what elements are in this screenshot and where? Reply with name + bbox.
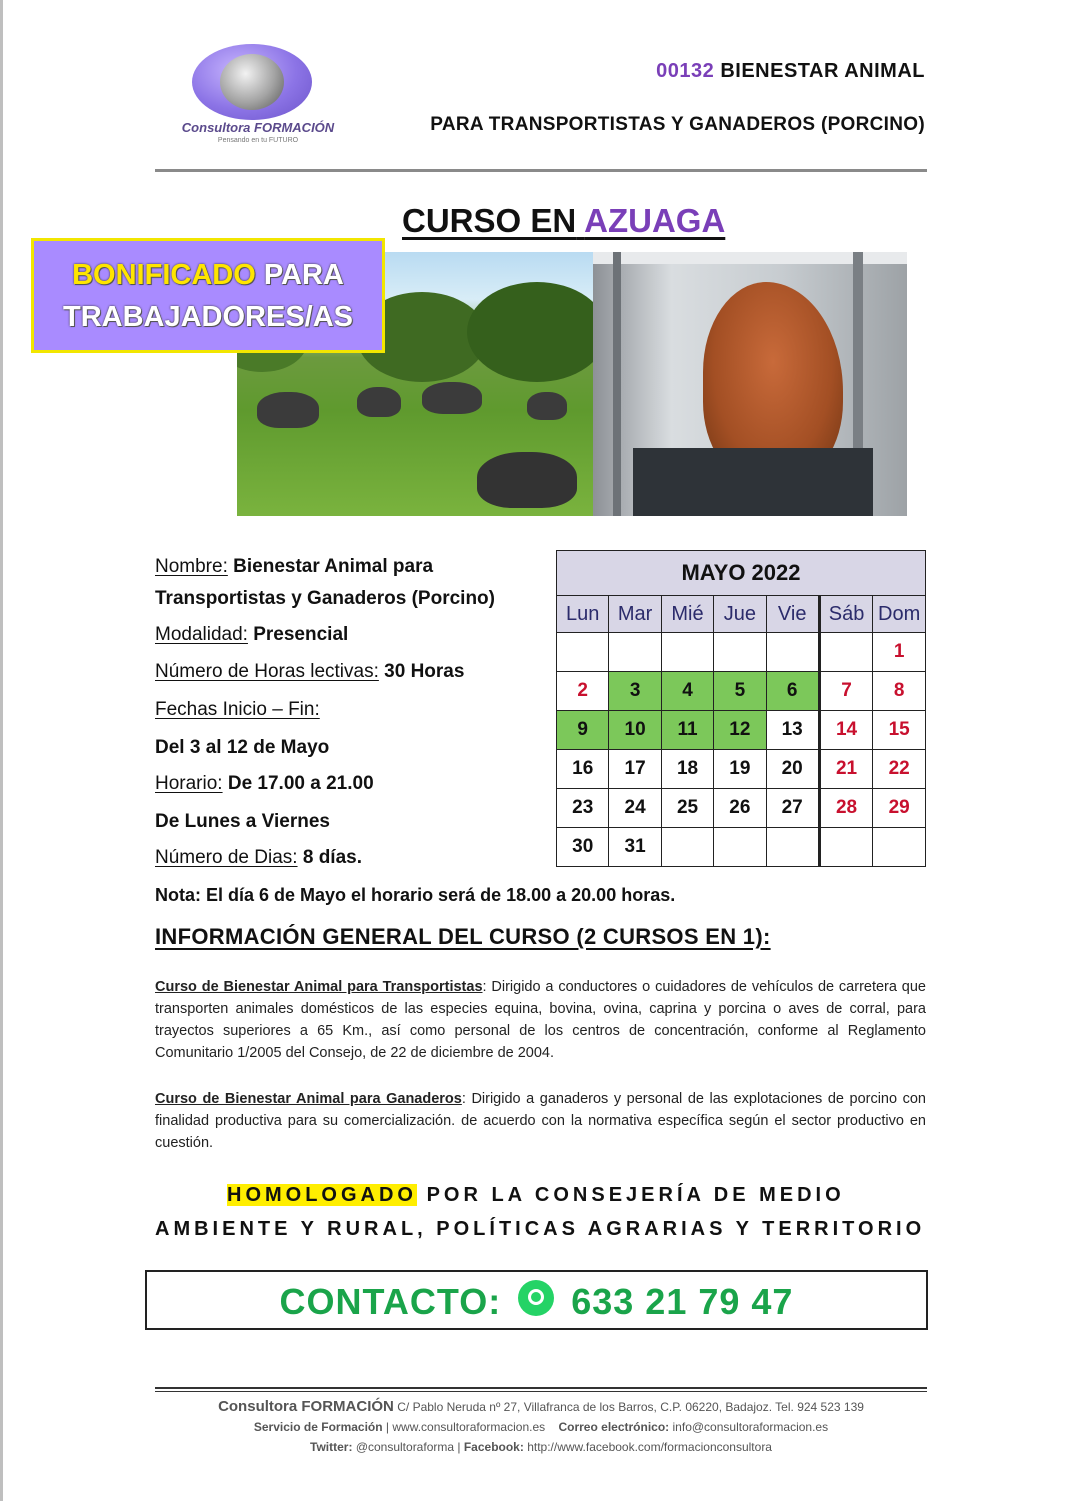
calendar-week-row: [557, 711, 926, 750]
weekday-header: Lun: [557, 596, 609, 633]
footer-web[interactable]: www.consultoraformacion.es: [392, 1420, 546, 1434]
header-title-line2: PARA TRANSPORTISTAS Y GANADEROS (PORCINO): [430, 114, 925, 135]
paragraph-transportistas-text: : Dirigido a conductores o cuidadores de vehículos de carretera que transporten animales domésticos de las especies equina, bovina, ovina, caprina y porcina o aves de corral, para trayectos superiores a 65 Km., así como personal de los centros de concentración, conforme al Reglamento Comunitario 1/2005 del Consejo, de 22 de diciembre de 2004.: [155, 979, 926, 1061]
footer-line3: Twitter: @consultoraforma | Facebook: http://www.facebook.com/formacionconsultora: [310, 1440, 772, 1454]
footer-correo-label: Correo electrónico:: [558, 1420, 670, 1434]
calendar-day: 26: [714, 789, 766, 828]
footer-twitter[interactable]: @consultoraforma: [355, 1440, 455, 1454]
calendar-day: 6: [766, 672, 819, 711]
calendar-day: 14: [819, 711, 872, 750]
course-city: AZUAGA: [584, 202, 726, 239]
weekday-header: Mar: [609, 596, 661, 633]
paragraph-transportistas-lead: Curso de Bienestar Animal para Transportistas: [155, 979, 483, 995]
footer-line1: [155, 1398, 927, 1415]
footer-correo[interactable]: info@consultoraformacion.es: [672, 1420, 829, 1434]
contact-label: CONTACTO:: [279, 1281, 502, 1322]
calendar-day: 18: [661, 750, 713, 789]
calendar-day: [661, 633, 713, 672]
contact-phone[interactable]: 633 21 79 47: [571, 1281, 794, 1322]
header-divider: [155, 169, 927, 172]
nota: Nota: El día 6 de Mayo el horario será de 18.00 a 20.00 horas.: [155, 885, 676, 905]
weekday-header: Mié: [661, 596, 713, 633]
badge-line2: TRABAJADORES/AS: [62, 301, 354, 333]
calendar-day: 24: [609, 789, 661, 828]
calendar-week-row: [557, 633, 926, 672]
paragraph-ganaderos-text: : Dirigido a ganaderos y personal de las explotaciones de porcino con finalidad productiva para su comercialización. de acuerdo con la normativa específica según el sector productivo en cuestión.: [155, 1091, 926, 1151]
paragraph-ganaderos: [155, 1088, 926, 1154]
calendar-day: [714, 828, 766, 867]
weekday-header: Vie: [766, 596, 819, 633]
calendar-day: 31: [609, 828, 661, 867]
homologado-line2: AMBIENTE Y RURAL, POLÍTICAS AGRARIAS Y TERRITORIO: [155, 1218, 926, 1240]
paragraph-ganaderos-lead: Curso de Bienestar Animal para Ganaderos: [155, 1091, 462, 1107]
calendar-day: 27: [766, 789, 819, 828]
calendar-day: 11: [661, 711, 713, 750]
calendar-week-row: [557, 750, 926, 789]
info-horas: Número de Horas lectivas: 30 Horas: [155, 661, 465, 682]
calendar-day: [873, 828, 926, 867]
info-num-dias: Número de Dias: 8 días.: [155, 847, 362, 868]
calendar-week-row: [557, 672, 926, 711]
logo-tagline: Pensando en tu FUTURO: [217, 137, 299, 144]
horse-photo: [593, 252, 907, 516]
calendar-day: [766, 828, 819, 867]
calendar-day: 5: [714, 672, 766, 711]
footer-divider: [155, 1387, 927, 1389]
weekday-header: Jue: [714, 596, 766, 633]
calendar-day: 28: [819, 789, 872, 828]
info-fechas-label: Fechas Inicio – Fin:: [155, 699, 320, 720]
calendar-may-2022: [556, 550, 926, 867]
header-title-line1: [656, 60, 925, 83]
calendar-day: 17: [609, 750, 661, 789]
globe-icon: [220, 54, 284, 110]
calendar-day: 20: [766, 750, 819, 789]
course-title: [402, 202, 725, 240]
contact-box: [145, 1270, 928, 1330]
company-logo: [178, 40, 338, 150]
footer-facebook[interactable]: http://www.facebook.com/formacionconsultora: [527, 1440, 772, 1454]
page-edge: [0, 0, 3, 1501]
footer-brand: Consultora FORMACIÓN: [218, 1398, 394, 1415]
badge-word1: BONIFICADO: [72, 259, 256, 291]
badge-word2: PARA: [263, 259, 344, 291]
calendar-day: 3: [609, 672, 661, 711]
calendar-day: 10: [609, 711, 661, 750]
paragraph-transportistas: [155, 976, 926, 1064]
whatsapp-icon: [518, 1280, 554, 1316]
calendar-day: 1: [873, 633, 926, 672]
footer-address: C/ Pablo Neruda nº 27, Villafranca de los Barros, C.P. 06220, Badajoz. Tel. 924 523 139: [397, 1400, 864, 1414]
calendar-day: 29: [873, 789, 926, 828]
info-nombre-2: Transportistas y Ganaderos (Porcino): [155, 588, 495, 609]
logo-text: Consultora FORMACIÓN: [181, 120, 335, 135]
calendar-day: 16: [557, 750, 609, 789]
calendar-day: 4: [661, 672, 713, 711]
calendar-day: [557, 633, 609, 672]
calendar-day: 21: [819, 750, 872, 789]
calendar-day: [819, 633, 872, 672]
calendar-day: 9: [557, 711, 609, 750]
homologado-line1-text: POR LA CONSEJERÍA DE MEDIO: [426, 1184, 845, 1206]
calendar-day: 15: [873, 711, 926, 750]
bonificado-badge: [31, 238, 385, 353]
calendar-day: [819, 828, 872, 867]
footer-twitter-label: Twitter:: [310, 1440, 353, 1454]
calendar-day: 30: [557, 828, 609, 867]
contact-line: [147, 1280, 926, 1323]
header-title-text: BIENESTAR ANIMAL: [720, 60, 925, 82]
calendar-day: [714, 633, 766, 672]
calendar-day: [661, 828, 713, 867]
general-info-title: INFORMACIÓN GENERAL DEL CURSO (2 CURSOS EN 1):: [155, 924, 771, 949]
info-modalidad: Modalidad: Presencial: [155, 624, 349, 645]
calendar-day: 13: [766, 711, 819, 750]
calendar-day: 12: [714, 711, 766, 750]
calendar-day: 7: [819, 672, 872, 711]
footer-line2: Servicio de Formación | www.consultoraformacion.es Correo electrónico: info@consultoraformacion.es: [253, 1420, 829, 1434]
info-horario: Horario: De 17.00 a 21.00: [155, 773, 374, 794]
calendar-day: 23: [557, 789, 609, 828]
calendar-day: [609, 633, 661, 672]
calendar-week-row: [557, 828, 926, 867]
calendar-day: 22: [873, 750, 926, 789]
calendar-day: 25: [661, 789, 713, 828]
calendar-title: MAYO 2022: [557, 551, 926, 596]
calendar-day: 19: [714, 750, 766, 789]
weekday-header: Sáb: [819, 596, 872, 633]
footer-facebook-label: Facebook:: [463, 1440, 524, 1454]
info-nombre: Nombre: Bienestar Animal para: [155, 556, 434, 577]
homologado-line1: [155, 1178, 926, 1212]
calendar-day: 2: [557, 672, 609, 711]
info-dias-semana: De Lunes a Viernes: [155, 811, 330, 832]
calendar-day: [766, 633, 819, 672]
course-title-prefix: CURSO EN: [402, 202, 577, 239]
footer-divider-thin: [155, 1391, 927, 1392]
calendar-week-row: [557, 789, 926, 828]
info-fechas-value: Del 3 al 12 de Mayo: [155, 737, 330, 758]
homologado-highlight: HOMOLOGADO: [227, 1184, 417, 1206]
footer-servicio: Servicio de Formación: [253, 1420, 383, 1434]
course-code: 00132: [656, 60, 715, 82]
calendar-day: 8: [873, 672, 926, 711]
weekday-header: Dom: [873, 596, 926, 633]
